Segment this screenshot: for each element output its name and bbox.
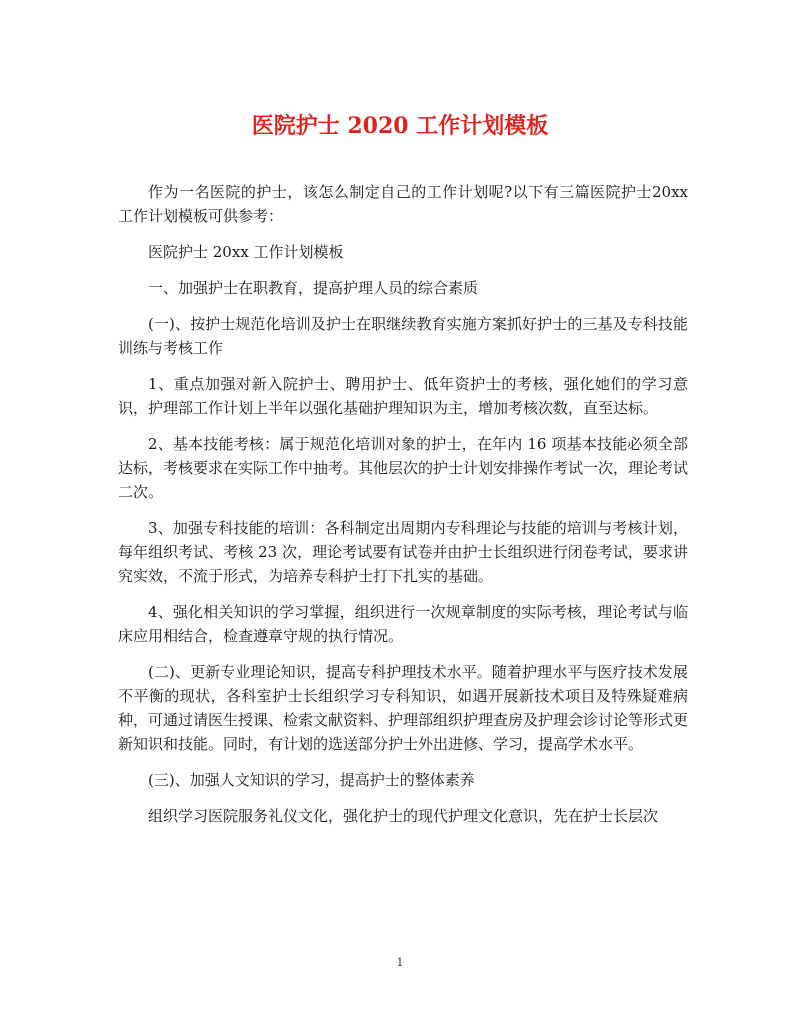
- paragraph-subtitle: 医院护士 20xx 工作计划模板: [148, 243, 344, 261]
- list-item-1: 1、重点加强对新入院护士、聘用护士、低年资护士的考核，强化她们的学习意识，护理部工作计划上半年以强化基础护理知识为主，增加考核次数，直至达标。: [118, 375, 688, 417]
- paragraph-continued: 组织学习医院服务礼仪文化，强化护士的现代护理文化意识，先在护士长层次: [148, 807, 659, 825]
- list-item-2: 2、基本技能考核：属于规范化培训对象的护士，在年内 16 项基本技能必须全部达标，考核要求在实际工作中抽考。其他层次的护士计划安排操作考试一次，理论考试二次。: [118, 435, 689, 501]
- list-item-3: 3、加强专科技能的培训：各科制定出周期内专科理论与技能的培训与考核计划，每年组织考试、考核 23 次，理论考试要有试卷并由护士长组织进行闭卷考试，要求讲究实效，不流于形式，为培养专科护士打下扎实的基础。: [118, 519, 688, 585]
- paragraph-intro: 作为一名医院的护士，该怎么制定自己的工作计划呢?以下有三篇医院护士20xx 工作计划模板可供参考：: [118, 183, 693, 225]
- section-heading-1: 一、加强护士在职教育，提高护理人员的综合素质: [148, 279, 479, 297]
- subsection-paragraph-2: (二)、更新专业理论知识，提高专科护理技术水平。随着护理水平与医疗技术发展不平衡的现状，各科室护士长组织学习专科知识，如遇开展新技术项目及特殊疑难病种，可通过请医生授课、检索文献资料、护理部组织护理查房及护理会诊讨论等形式更新知识和技能。同时，有计划的选送部分护士外出进修、学习，提高学术水平。: [118, 663, 689, 753]
- list-item-4: 4、强化相关知识的学习掌握，组织进行一次规章制度的实际考核，理论考试与临床应用相结合，检查遵章守规的执行情况。: [118, 603, 688, 645]
- subsection-heading-1: (一)、按护士规范化培训及护士在职继续教育实施方案抓好护士的三基及专科技能训练与考核工作: [118, 315, 688, 357]
- document-body: [118, 180, 693, 840]
- subsection-heading-3: (三)、加强人文知识的学习，提高护士的整体素养: [148, 771, 475, 789]
- document-title: 医院护士 2020 工作计划模板: [251, 113, 549, 139]
- page-number: 1: [396, 956, 404, 969]
